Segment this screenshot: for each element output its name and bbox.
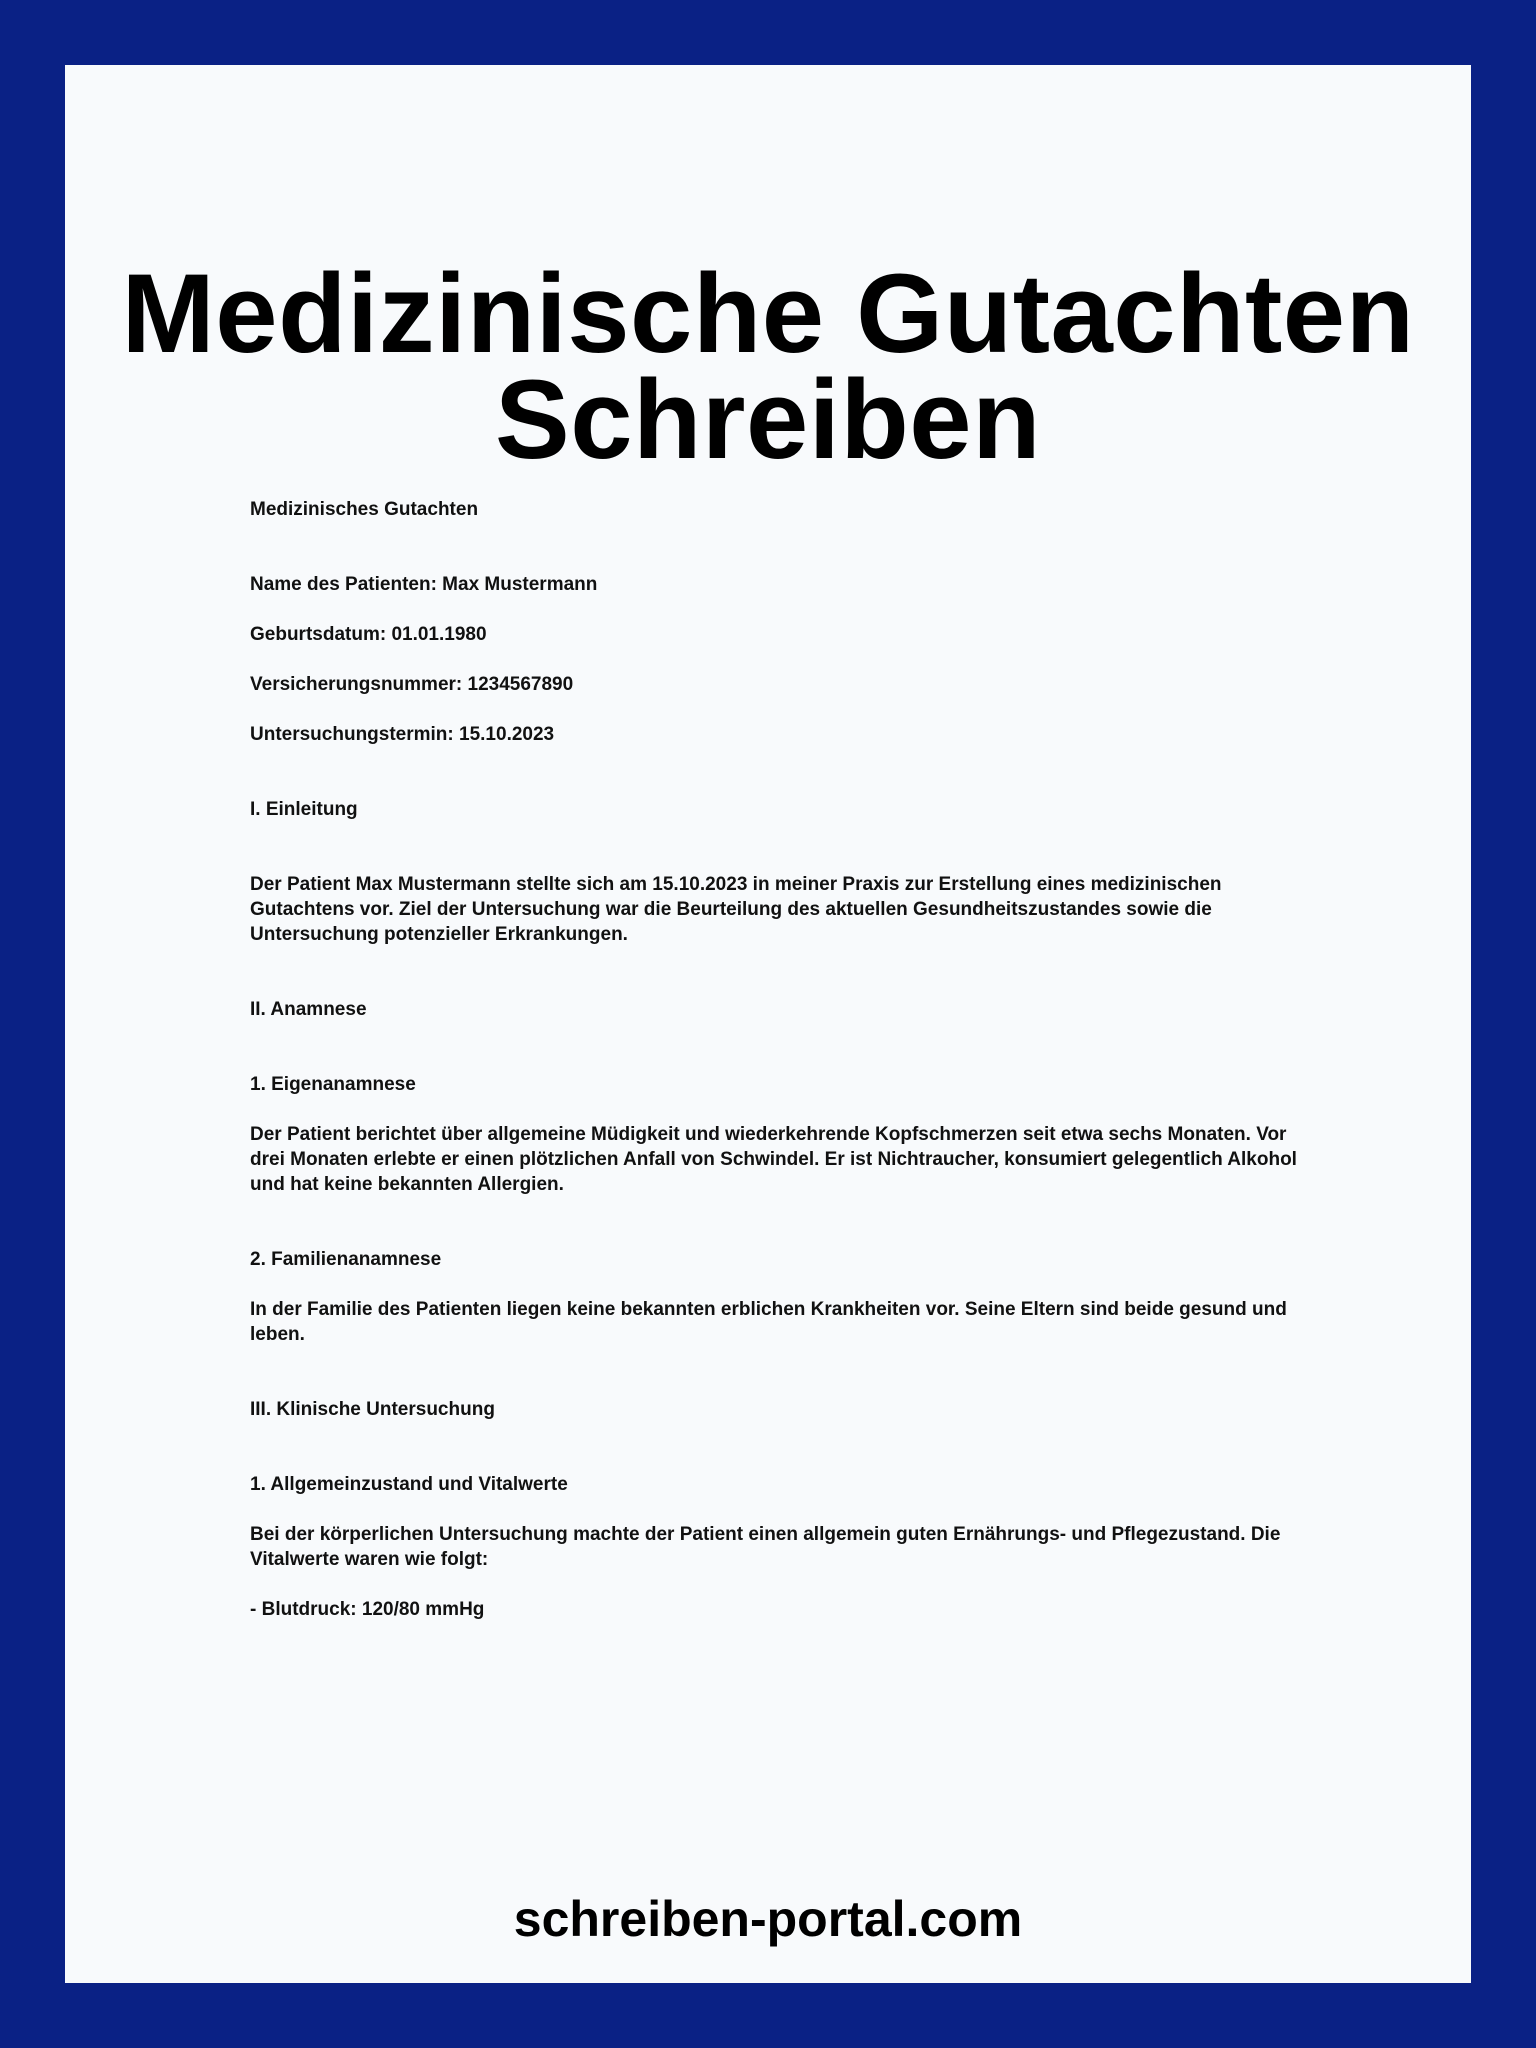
patient-name: Name des Patienten: Max Mustermann	[250, 574, 598, 595]
section-text-einleitung: Der Patient Max Mustermann stellte sich am 15.10.2023 in meiner Praxis zur Erstellung eines medizinischen Gutachtens vor. Ziel der Untersuchung war die Beurteilung des aktuellen Gesundheitszustandes sowie die Untersuchung potenzieller Erkrankungen.	[250, 874, 1222, 945]
page-title-line1: Medizinische Gutachten	[121, 251, 1415, 376]
subsection-title-eigenanamnese: 1. Eigenanamnese	[250, 1074, 416, 1095]
subsection-title-vitalwerte: 1. Allgemeinzustand und Vitalwerte	[250, 1474, 568, 1495]
exam-date: Untersuchungstermin: 15.10.2023	[250, 724, 555, 745]
subsection-title-familienanamnese: 2. Familienanamnese	[250, 1249, 442, 1270]
document-body	[250, 497, 1310, 1622]
birth-date: Geburtsdatum: 01.01.1980	[250, 624, 487, 645]
vital-blutdruck: - Blutdruck: 120/80 mmHg	[250, 1599, 485, 1620]
subsection-text-familienanamnese: In der Familie des Patienten liegen keine bekannten erblichen Krankheiten vor. Seine Eltern sind beide gesund und leben.	[250, 1299, 1287, 1345]
footer-site-link: schreiben-portal.com	[513, 1891, 1023, 1947]
document-heading: Medizinisches Gutachten	[250, 499, 479, 520]
section-title-klinische-untersuchung: III. Klinische Untersuchung	[250, 1399, 495, 1420]
document-sheet	[65, 65, 1471, 1983]
section-title-einleitung: I. Einleitung	[250, 799, 358, 820]
section-title-anamnese: II. Anamnese	[250, 999, 367, 1020]
insurance-number: Versicherungsnummer: 1234567890	[250, 674, 574, 695]
page-title-line2: Schreiben	[494, 357, 1041, 482]
page-title	[65, 251, 1471, 482]
subsection-text-eigenanamnese: Der Patient berichtet über allgemeine Müdigkeit und wiederkehrende Kopfschmerzen seit etwa sechs Monaten. Vor drei Monaten erlebte er einen plötzlichen Anfall von Schwindel. Er ist Nichtraucher, konsumiert gelegentlich Alkohol und hat keine bekannten Allergien.	[250, 1124, 1297, 1195]
subsection-text-vitalwerte: Bei der körperlichen Untersuchung machte der Patient einen allgemein guten Ernährungs- und Pflegezustand. Die Vitalwerte waren wie folgt:	[250, 1524, 1281, 1570]
